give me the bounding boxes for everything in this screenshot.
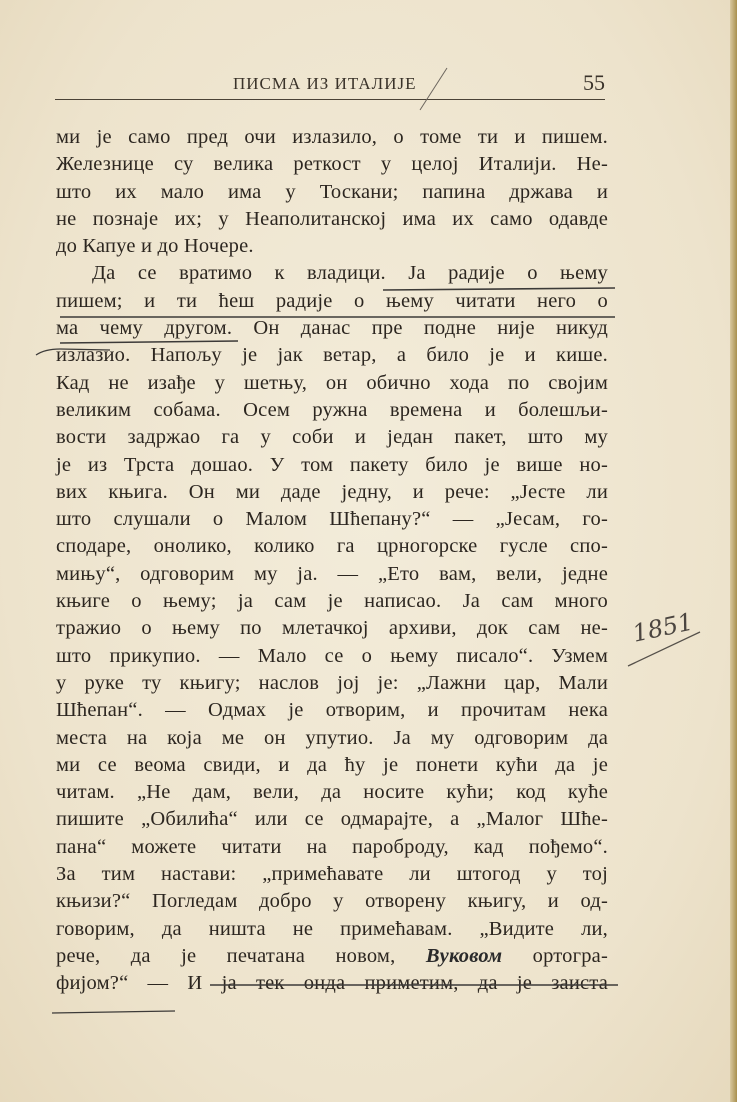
text-line: излазио. Напољу је јак ветар, а било је и кише.: [56, 344, 608, 367]
text-line: ми се веома свиди, и да ћу је понети кући да је: [56, 753, 608, 776]
text-line: великим собама. Осем ружна времена и болешљи-: [56, 398, 608, 421]
handwritten-word: Вуковом: [425, 944, 503, 967]
running-head: [55, 70, 605, 100]
text-line: вих књига. Он ми даде једну, и рече: „Јесте ли: [56, 480, 608, 503]
text-line: што прикупио. — Мало се о њему писало“. Узмем: [56, 644, 608, 667]
text-line: говорим, да ништа не примећавам. „Видите ли,: [56, 917, 608, 940]
running-title: ПИСМА ИЗ ИТАЛИЈЕ: [233, 74, 417, 93]
text-line: пишите „Обилића“ или се одмарајте, а „Малог Шће-: [56, 808, 608, 831]
text-line: читам. „Не дам, вели, да носите кући; код куће: [56, 781, 608, 804]
text-line: књизи?“ Погледам добро у отворену књигу, и од-: [56, 890, 608, 913]
text-line: тражио о њему по млетачкој архиви, док сам не-: [56, 617, 608, 640]
text-line: За тим настави: „примећавате ли штогод у тој: [56, 863, 608, 886]
margin-note-year: 1851: [630, 607, 696, 648]
text-line: Шћепан“. — Одмах је отворим, и прочитам нека: [56, 699, 608, 722]
text-line: у руке ту књигу; наслов јој је: „Лажни цар, Мали: [56, 671, 608, 694]
text-line: вости задржао га у соби и један пакет, што му: [56, 426, 608, 449]
text-line: пишем; и ти ћеш радије о њему читати него о: [56, 289, 608, 312]
text-line: фијом?“ — И ја тек онда приметим, да је заиста: [56, 972, 608, 995]
text-line: сподаре, онолико, колико га црногорске гусле спо-: [56, 535, 608, 558]
body-text: [56, 124, 608, 998]
text-line: не познаје их; у Неаполитанској има их само одавде: [56, 207, 608, 230]
text-line: књиге о њему; ја сам је написао. Ја сам много: [56, 590, 608, 613]
text-line: Кад не изађе у шетњу, он обично хода по својим: [56, 371, 608, 394]
text-line: што их мало има у Тоскани; папина држава и: [56, 180, 608, 203]
text-line: што слушали о Малом Шћепану?“ — „Јесам, го-: [56, 508, 608, 531]
text-line: Железнице су велика реткост у целој Италији. Не-: [56, 153, 608, 176]
text-line: пана“ можете читати на пароброду, кад пођемо“.: [56, 835, 608, 858]
text-line: Да се вратимо к владици. Ја радије о њему: [92, 262, 608, 285]
text-line: мињу“, одговорим му ја. — „Ето вам, вели, једне: [56, 562, 608, 585]
text-line: је из Трста дошао. У том пакету било је више но-: [56, 453, 608, 476]
text-line: до Капуе и до Ночере.: [56, 235, 254, 258]
page-edge: [730, 0, 737, 1102]
header-rule: [55, 99, 605, 100]
page-number: 55: [583, 70, 605, 95]
text-line: ми је само пред очи излазило, о томе ти и пишем.: [56, 126, 608, 148]
underline-mark: [52, 1011, 175, 1013]
text-line: места на која ме он упутио. Ја му одговорим да: [56, 726, 608, 749]
text-line: ма чему другом. Он данас пре подне није никуд: [56, 317, 608, 340]
text-line: рече, да је печатана новом, Вуковом ортогра-: [56, 944, 608, 967]
